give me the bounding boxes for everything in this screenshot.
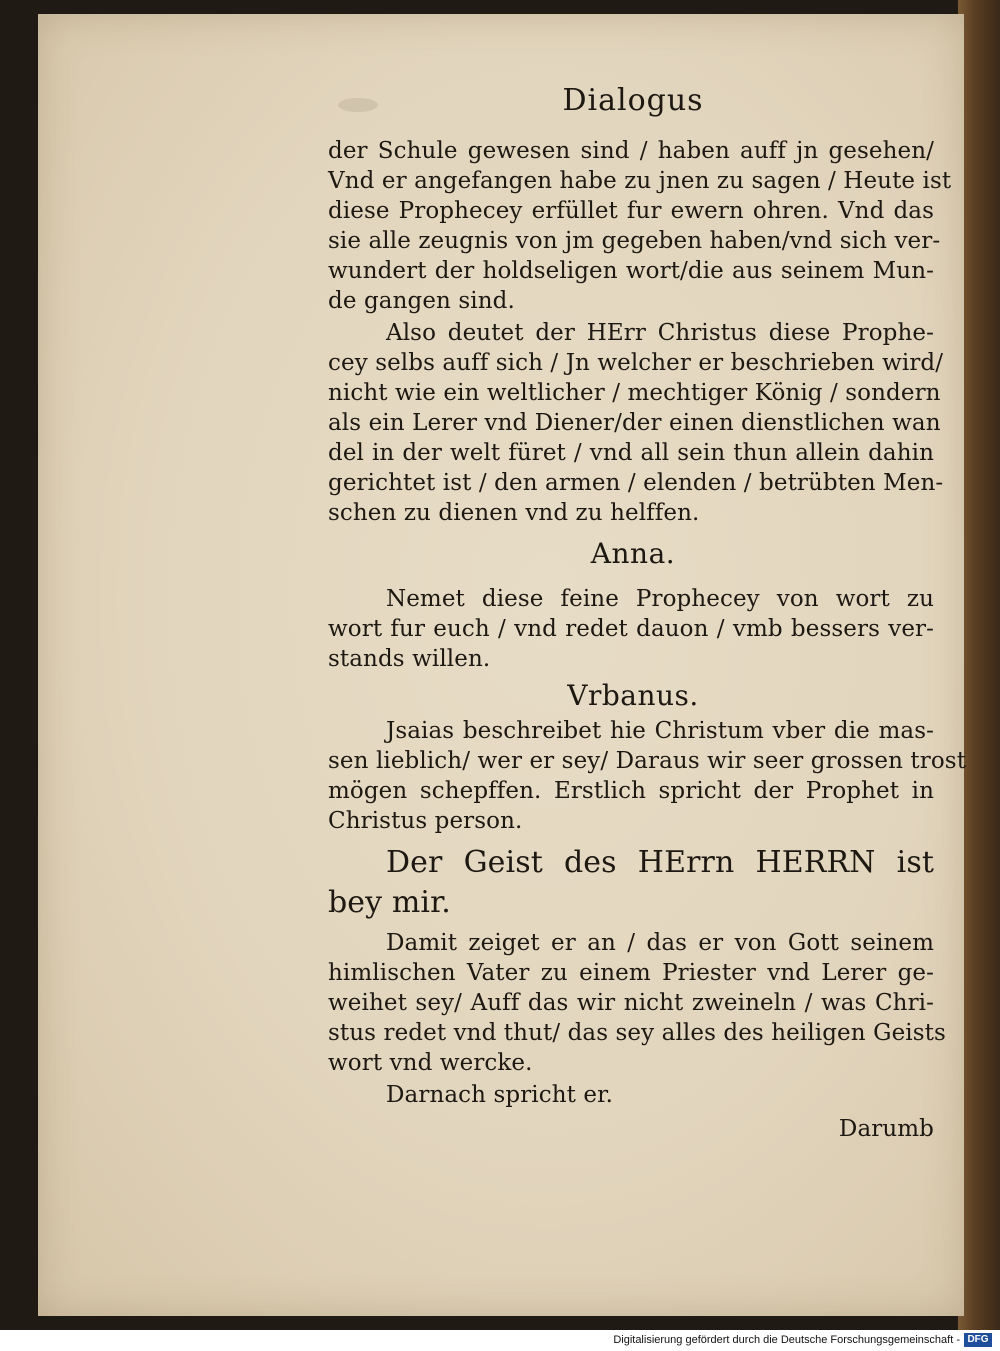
body-line: wort vnd wercke.	[328, 1050, 533, 1076]
book-page	[38, 14, 967, 1316]
digitization-footer	[0, 1330, 1000, 1351]
body-line: stus redet vnd thut/ das sey alles des heiligen Geists	[328, 1020, 946, 1046]
body-line: Darnach spricht er.	[386, 1082, 614, 1108]
body-line: de gangen sind.	[328, 288, 515, 314]
quoted-verse: Der Geist des HErrn HERRN ist	[386, 845, 934, 880]
speaker-heading: Vrbanus.	[567, 679, 699, 712]
body-line: weihet sey/ Auff das wir nicht zweineln / was Chri-	[328, 990, 934, 1016]
body-line: nicht wie ein weltlicher / mechtiger König / sondern	[328, 380, 941, 406]
running-head: Dialogus	[562, 83, 704, 118]
speaker-heading: Anna.	[590, 537, 676, 570]
body-line: Christus person.	[328, 808, 523, 834]
body-line: gerichtet ist / den armen / elenden / betrübten Men-	[328, 470, 944, 496]
body-line: Jsaias beschreibet hie Christum vber die mas-	[386, 718, 934, 744]
quoted-verse: bey mir.	[328, 885, 451, 920]
body-line: Vnd er angefangen habe zu jnen zu sagen / Heute ist	[328, 168, 952, 194]
book-cover-edge	[958, 0, 1000, 1330]
body-line: Damit zeiget er an / das er von Gott seinem	[386, 930, 934, 956]
body-line: wundert der holdseligen wort/die aus seinem Mun-	[328, 258, 934, 284]
body-line: sen lieblich/ wer er sey/ Daraus wir seer grossen trost	[328, 748, 967, 774]
body-line: del in der welt füret / vnd all sein thun allein dahin	[328, 440, 934, 466]
body-line: Also deutet der HErr Christus diese Prophe-	[386, 320, 934, 346]
footer-credit: Digitalisierung gefördert durch die Deutsche Forschungsgemeinschaft -	[613, 1334, 960, 1346]
body-line: schen zu dienen vnd zu helffen.	[328, 500, 700, 526]
body-line: wort fur euch / vnd redet dauon / vmb bessers ver-	[328, 616, 934, 642]
catchword: Darumb	[838, 1116, 934, 1142]
dfg-logo: DFG	[964, 1333, 992, 1347]
body-line: als ein Lerer vnd Diener/der einen dienstlichen wan	[328, 410, 941, 436]
body-line: der Schule gewesen sind / haben auff jn gesehen/	[328, 138, 934, 164]
body-line: sie alle zeugnis von jm gegeben haben/vnd sich ver-	[328, 228, 941, 254]
body-line: himlischen Vater zu einem Priester vnd Lerer ge-	[328, 960, 934, 986]
body-line: diese Prophecey erfüllet fur ewern ohren. Vnd das	[328, 198, 934, 224]
body-line: stands willen.	[328, 646, 491, 672]
body-line: mögen schepffen. Erstlich spricht der Prophet in	[328, 778, 934, 804]
body-line: cey selbs auff sich / Jn welcher er beschrieben wird/	[328, 350, 944, 376]
body-line: Nemet diese feine Prophecey von wort zu	[386, 586, 934, 612]
